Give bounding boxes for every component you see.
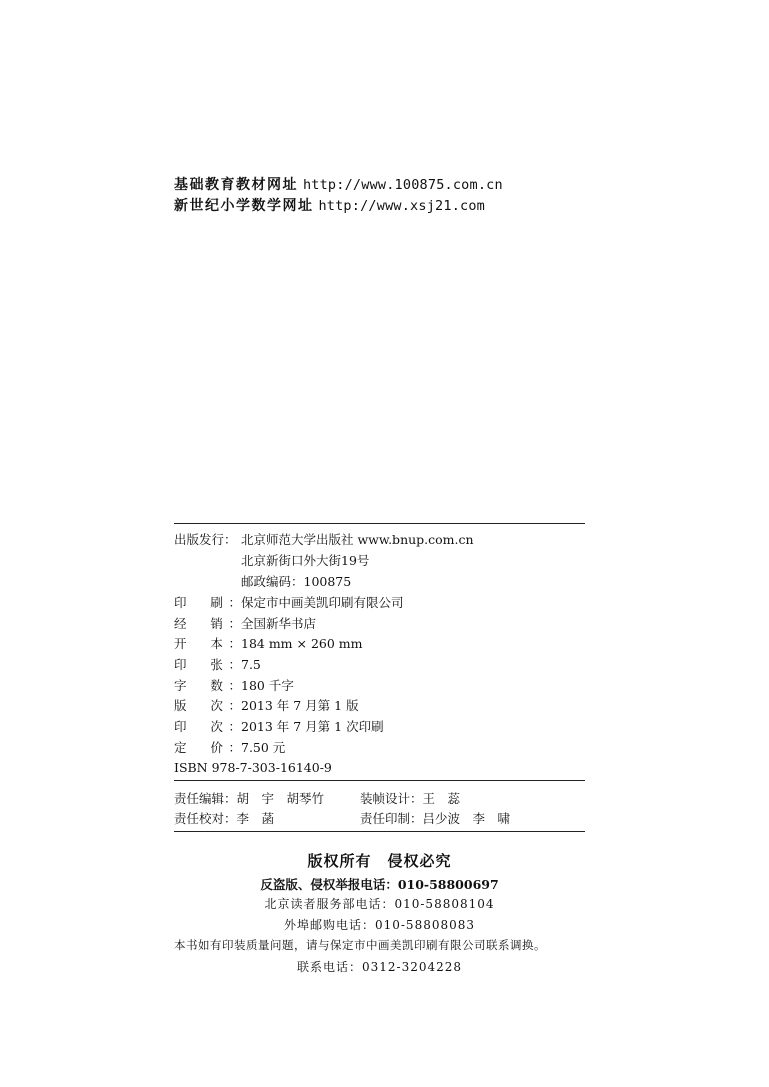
row-value: 7.5 (241, 657, 261, 672)
anti-piracy-phone: 反盗版、侵权举报电话：010-58800697 (260, 877, 499, 892)
website-label: 基础教育教材网址 (174, 177, 298, 193)
website-line-textbook (174, 174, 503, 194)
row-value: 7.50 元 (241, 740, 286, 755)
reader-service-phone: 北京读者服务部电话：010-58808104 (264, 897, 495, 911)
row-label: 定 价： (174, 740, 241, 755)
row-value: 184 mm × 260 mm (241, 636, 363, 651)
copyright-motto: 版权所有 侵权必究 (307, 852, 452, 870)
publisher-value: 北京师范大学出版社 www.bnup.com.cn (241, 532, 474, 547)
colophon-row-printing (174, 718, 384, 736)
credit-designer: 装帧设计：王 蕊 (360, 791, 461, 806)
row-label: 版 次： (174, 698, 241, 713)
row-label: 字 数： (174, 678, 241, 693)
colophon-bottom-rule (174, 831, 585, 832)
row-value: 保定市中画美凯印刷有限公司 (241, 595, 404, 610)
credit-editor: 责任编辑：胡 宇 胡琴竹 (174, 791, 325, 806)
colophon-top-rule (174, 523, 585, 524)
publisher-address (241, 552, 369, 570)
row-value: 180 千字 (241, 678, 294, 693)
colophon-row-edition (174, 697, 359, 715)
row-label: 印 张： (174, 657, 241, 672)
website-label: 新世纪小学数学网址 (174, 198, 314, 214)
publisher-postcode (241, 573, 351, 591)
row-value: 全国新华书店 (241, 616, 317, 631)
publisher-label: 出版发行： (174, 532, 237, 547)
address-text: 北京新街口外大街19号 (241, 553, 370, 568)
website-url[interactable]: http://www.100875.com.cn (302, 177, 503, 193)
colophon-row-price (174, 739, 285, 757)
isbn (174, 759, 332, 777)
contact-phone: 联系电话：0312-3204228 (296, 960, 463, 974)
website-line-math (174, 195, 485, 215)
publisher-row (174, 531, 474, 549)
quality-notice: 本书如有印装质量问题，请与保定市中画美凯印刷有限公司联系调换。 (174, 938, 546, 952)
row-label: 经 销： (174, 616, 241, 631)
website-url[interactable]: http://www.xsj21.com (318, 198, 486, 214)
row-value: 2013 年 7 月第 1 次印刷 (241, 719, 384, 734)
colophon-row-sheets (174, 656, 261, 674)
row-value: 2013 年 7 月第 1 版 (241, 698, 359, 713)
postcode-text: 邮政编码：100875 (241, 574, 352, 589)
row-label: 开 本： (174, 636, 241, 651)
colophon-middle-rule (174, 780, 585, 781)
row-label: 印 刷： (174, 595, 241, 610)
mail-order-phone: 外埠邮购电话：010-58808083 (283, 918, 476, 932)
isbn-text: ISBN 978-7-303-16140-9 (174, 760, 332, 775)
colophon-row-printer (174, 594, 404, 612)
row-label: 印 次： (174, 719, 241, 734)
colophon-row-format (174, 635, 363, 653)
colophon-row-distributor (174, 615, 316, 633)
credit-proofreader: 责任校对：李 菡 (174, 811, 275, 826)
colophon-row-wordcount (174, 677, 294, 695)
credit-printing-manager: 责任印制：吕少波 李 啸 (360, 811, 511, 826)
